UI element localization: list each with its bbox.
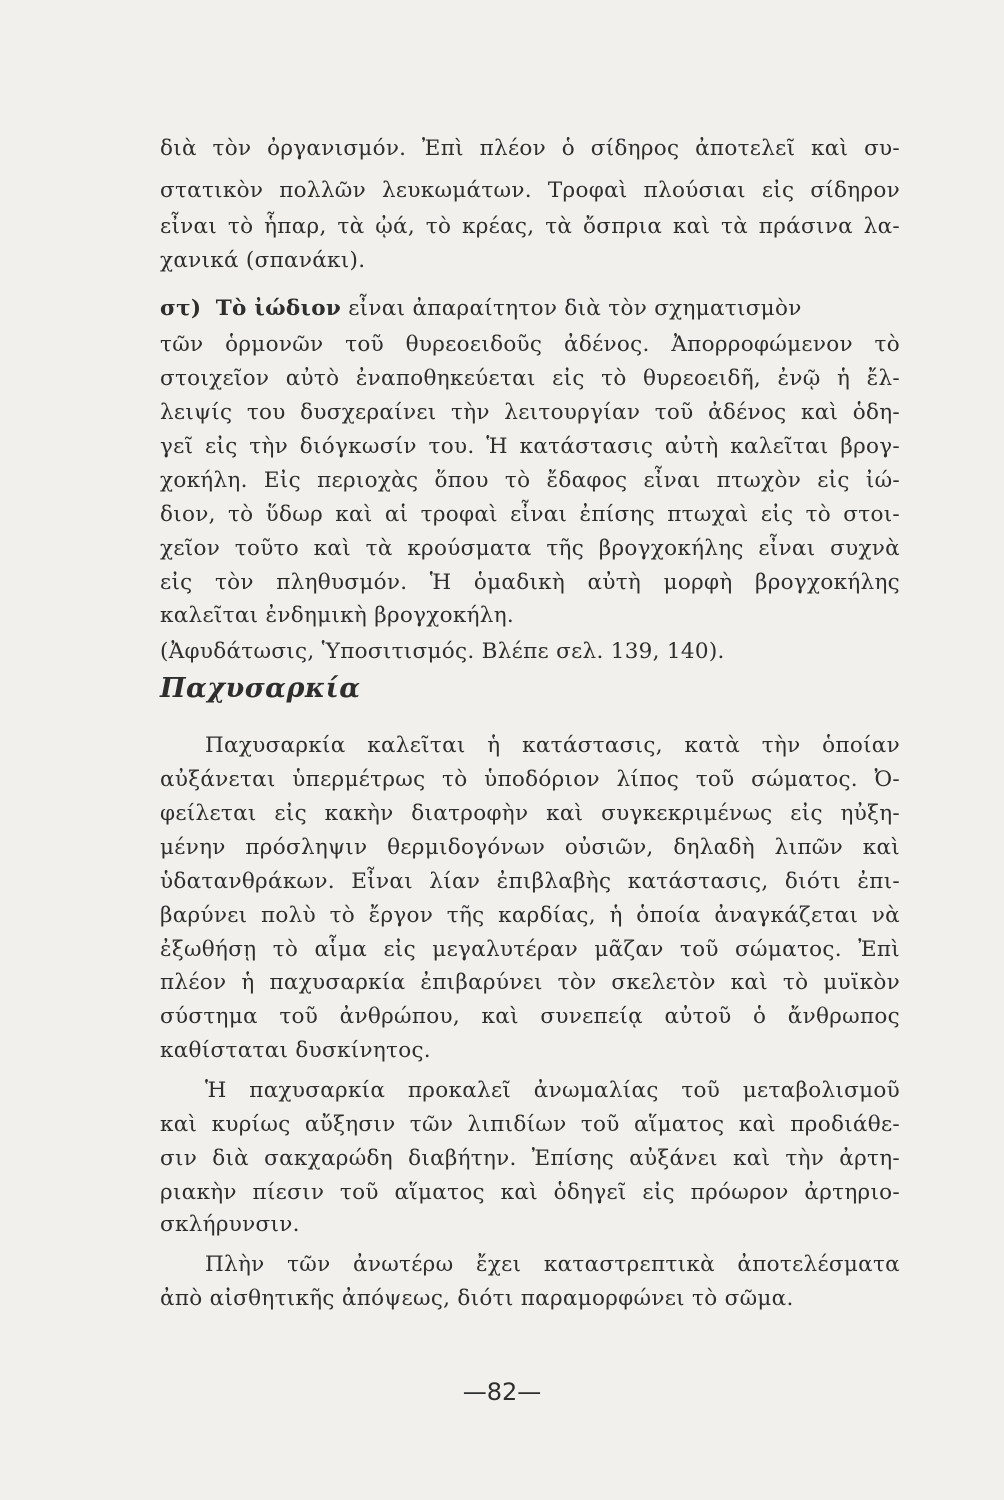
item-label: στ) xyxy=(160,296,202,321)
text-line: λειψίς του δυσχεραίνει τὴν λειτουργίαν τοῦ ἀδένος καὶ ὁδη- xyxy=(160,400,900,425)
text-line: φείλεται εἰς κακὴν διατροφὴν καὶ συγκεκριμένως εἰς ηὐξη- xyxy=(160,801,900,826)
text-line: ὑδατανθράκων. Εἶναι λίαν ἐπιβλαβὴς κατάστασις, διότι ἐπι- xyxy=(160,869,900,894)
text-line: εἶναι τὸ ἧπαρ, τὰ ᾠά, τὸ κρέας, τὰ ὄσπρια καὶ τὰ πράσινα λα- xyxy=(160,214,900,239)
text-line: σιν διὰ σακχαρώδη διαβήτην. Ἐπίσης αὐξάνει καὶ τὴν ἀρτη- xyxy=(160,1146,900,1171)
text-line: στοιχεῖον αὐτὸ ἐναποθηκεύεται εἰς τὸ θυρεοειδῆ, ἐνῷ ἡ ἔλ- xyxy=(160,366,900,391)
section-heading: Παχυσαρκία xyxy=(160,673,361,704)
text-line: καλεῖται ἐνδημικὴ βρογχοκήλη. xyxy=(160,603,515,628)
text-line: γεῖ εἰς τὴν διόγκωσίν του. Ἡ κατάστασις αὐτὴ καλεῖται βρογ- xyxy=(160,434,900,459)
text-line: αὐξάνεται ὑπερμέτρως τὸ ὑποδόριον λίπος τοῦ σώματος. Ὀ- xyxy=(160,767,900,792)
text-line: καὶ κυρίως αὔξησιν τῶν λιπιδίων τοῦ αἵματος καὶ προδιάθε- xyxy=(160,1112,900,1137)
item-text: εἶναι ἀπαραίτητον διὰ τὸν σχηματισμὸν xyxy=(341,296,802,321)
cross-reference: (Ἀφυδάτωσις, Ὑποσιτισμός. Βλέπε σελ. 139, 140). xyxy=(160,639,725,664)
page-number: —82— xyxy=(462,1378,542,1406)
text-line: διον, τὸ ὕδωρ καὶ αἱ τροφαὶ εἶναι ἐπίσης πτωχαὶ εἰς τὸ στοι- xyxy=(160,502,900,527)
text-line: πλέον ἡ παχυσαρκία ἐπιβαρύνει τὸν σκελετὸν καὶ τὸ μυϊκὸν xyxy=(160,970,900,995)
text-line: τῶν ὁρμονῶν τοῦ θυρεοειδοῦς ἀδένος. Ἀπορροφώμενον τὸ xyxy=(160,332,900,357)
text-line: βαρύνει πολὺ τὸ ἔργον τῆς καρδίας, ἡ ὁποία ἀναγκάζεται νὰ xyxy=(160,903,900,928)
text-line: ἀπὸ αἰσθητικῆς ἀπόψεως, διότι παραμορφώνει τὸ σῶμα. xyxy=(160,1286,794,1311)
text-line: Παχυσαρκία καλεῖται ἡ κατάστασις, κατὰ τὴν ὁποίαν xyxy=(205,733,900,758)
text-line: Ἡ παχυσαρκία προκαλεῖ ἀνωμαλίας τοῦ μεταβολισμοῦ xyxy=(205,1078,900,1103)
text-line: χανικά (σπανάκι). xyxy=(160,248,366,273)
text-line: Πλὴν τῶν ἀνωτέρω ἔχει καταστρεπτικὰ ἀποτελέσματα xyxy=(205,1252,900,1277)
text-line: χοκήλη. Εἰς περιοχὰς ὅπου τὸ ἔδαφος εἶναι πτωχὸν εἰς ἰώ- xyxy=(160,468,900,493)
text-line: καθίσταται δυσκίνητος. xyxy=(160,1038,431,1063)
text-line: διὰ τὸν ὀργανισμόν. Ἐπὶ πλέον ὁ σίδηρος ἀποτελεῖ καὶ συ- xyxy=(160,136,900,161)
text-line: μένην πρόσληψιν θερμιδογόνων οὐσιῶν, δηλαδὴ λιπῶν καὶ xyxy=(160,835,900,860)
text-line: στατικὸν πολλῶν λευκωμάτων. Τροφαὶ πλούσιαι εἰς σίδηρον xyxy=(160,178,900,203)
text-line: σκλήρυνσιν. xyxy=(160,1212,300,1237)
text-line: εἰς τὸν πληθυσμόν. Ἡ ὁμαδικὴ αὐτὴ μορφὴ βρογχοκήλης xyxy=(160,570,900,595)
text-line: ἐξωθήσῃ τὸ αἷμα εἰς μεγαλυτέραν μᾶζαν τοῦ σώματος. Ἐπὶ xyxy=(160,937,900,962)
text-line: χεῖον τοῦτο καὶ τὰ κρούσματα τῆς βρογχοκήλης εἶναι συχνὰ xyxy=(160,536,900,561)
item-term: Τὸ ἰώδιον xyxy=(215,296,342,321)
text-line: σύστημα τοῦ ἀνθρώπου, καὶ συνεπείᾳ αὐτοῦ ὁ ἄνθρωπος xyxy=(160,1004,900,1029)
text-line: ριακὴν πίεσιν τοῦ αἵματος καὶ ὁδηγεῖ εἰς πρόωρον ἀρτηριο- xyxy=(160,1180,900,1205)
iodine-first-line xyxy=(160,294,900,324)
